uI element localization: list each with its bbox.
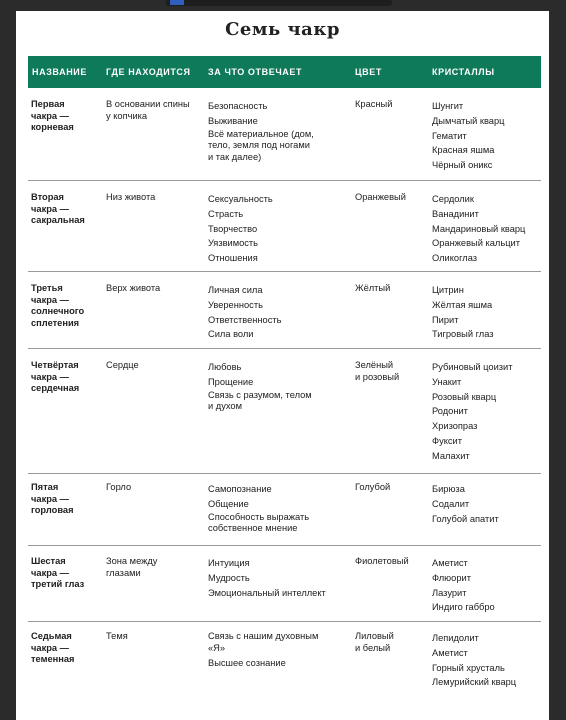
chakra-name: Третья чакра — солнечного сплетения (31, 283, 85, 328)
chakra-location: Темя (106, 631, 128, 641)
chakra-functions: Безопасность Выживание Всё материальное (дом, тело, земля под ногами и так далее) (208, 101, 314, 162)
chakra-functions: Связь с нашим духовным «Я» Высшее сознание (208, 631, 319, 668)
chakra-crystals: Бирюза Содалит Голубой апатит (432, 484, 499, 524)
chakra-location: Горло (106, 482, 132, 492)
chakra-color: Зелёный и розовый (355, 360, 400, 382)
chakra-location: Зона между глазами (106, 556, 158, 578)
chakra-functions: Личная сила Уверенность Ответственность Сила воли (208, 285, 282, 340)
document-page (16, 11, 549, 720)
header-crystals: КРИСТАЛЛЫ (432, 67, 495, 77)
chakra-location: Верх живота (106, 283, 161, 293)
header-function: ЗА ЧТО ОТВЕЧАЕТ (208, 67, 303, 77)
chakra-color: Фиолетовый (355, 556, 409, 566)
chakra-functions: Любовь Прощение Связь с разумом, телом и духом (208, 362, 312, 412)
chakra-crystals: Шунгит Дымчатый кварц Гематит Красная яшма Чёрный оникс (432, 101, 505, 171)
table-row-throat-chakra (28, 482, 541, 546)
chakra-name: Первая чакра — корневая (31, 99, 74, 132)
table-row-heart-chakra (28, 360, 541, 474)
chakra-crystals: Сердолик Ванадинит Мандариновый кварц Оранжевый кальцит Оликоглаз (432, 194, 526, 264)
chakra-functions: Самопознание Общение Способность выражать собственное мнение (208, 484, 310, 534)
chakra-color: Жёлтый (355, 283, 391, 293)
chakra-name: Седьмая чакра — теменная (31, 631, 75, 664)
chakra-name: Вторая чакра — сакральная (31, 192, 85, 225)
chakra-crystals: Аметист Флюорит Лазурит Индиго габбро (432, 558, 495, 613)
chakra-crystals: Цитрин Жёлтая яшма Пирит Тигровый глаз (432, 285, 494, 340)
table-row-crown-chakra (28, 631, 541, 703)
chakra-crystals: Рубиновый цоизит Унакит Розовый кварц Родонит Хризопраз Фуксит Малахит (432, 362, 513, 461)
table-row-third-eye-chakra (28, 556, 541, 622)
chakra-location: В основании спины у копчика (106, 99, 190, 121)
table-row-root-chakra (28, 99, 541, 181)
viewer-top-bar (166, 0, 392, 6)
chakra-location: Низ живота (106, 192, 156, 202)
chakra-location: Сердце (106, 360, 139, 370)
viewer-toolbar-button[interactable] (170, 0, 184, 5)
chakra-functions: Сексуальность Страсть Творчество Уязвимость Отношения (208, 194, 273, 264)
header-color: ЦВЕТ (355, 67, 382, 77)
chakra-functions: Интуиция Мудрость Эмоциональный интеллект (208, 558, 326, 598)
chakra-color: Оранжевый (355, 192, 406, 202)
chakra-color: Голубой (355, 482, 391, 492)
chakra-name: Пятая чакра — горловая (31, 482, 74, 515)
page-title: Семь чакр (225, 19, 340, 40)
table-row-sacral-chakra (28, 192, 541, 272)
chakra-color: Лиловый и белый (355, 631, 394, 653)
chakra-crystals: Лепидолит Аметист Горный хрусталь Лемурийский кварц (432, 633, 517, 688)
chakra-name: Шестая чакра — третий глаз (31, 556, 85, 589)
table-header (28, 56, 541, 88)
chakra-name: Четвёртая чакра — сердечная (31, 360, 80, 393)
header-location: ГДЕ НАХОДИТСЯ (106, 67, 191, 77)
chakra-color: Красный (355, 99, 393, 109)
header-name: НАЗВАНИЕ (32, 67, 87, 77)
table-row-solar-plexus-chakra (28, 283, 541, 349)
